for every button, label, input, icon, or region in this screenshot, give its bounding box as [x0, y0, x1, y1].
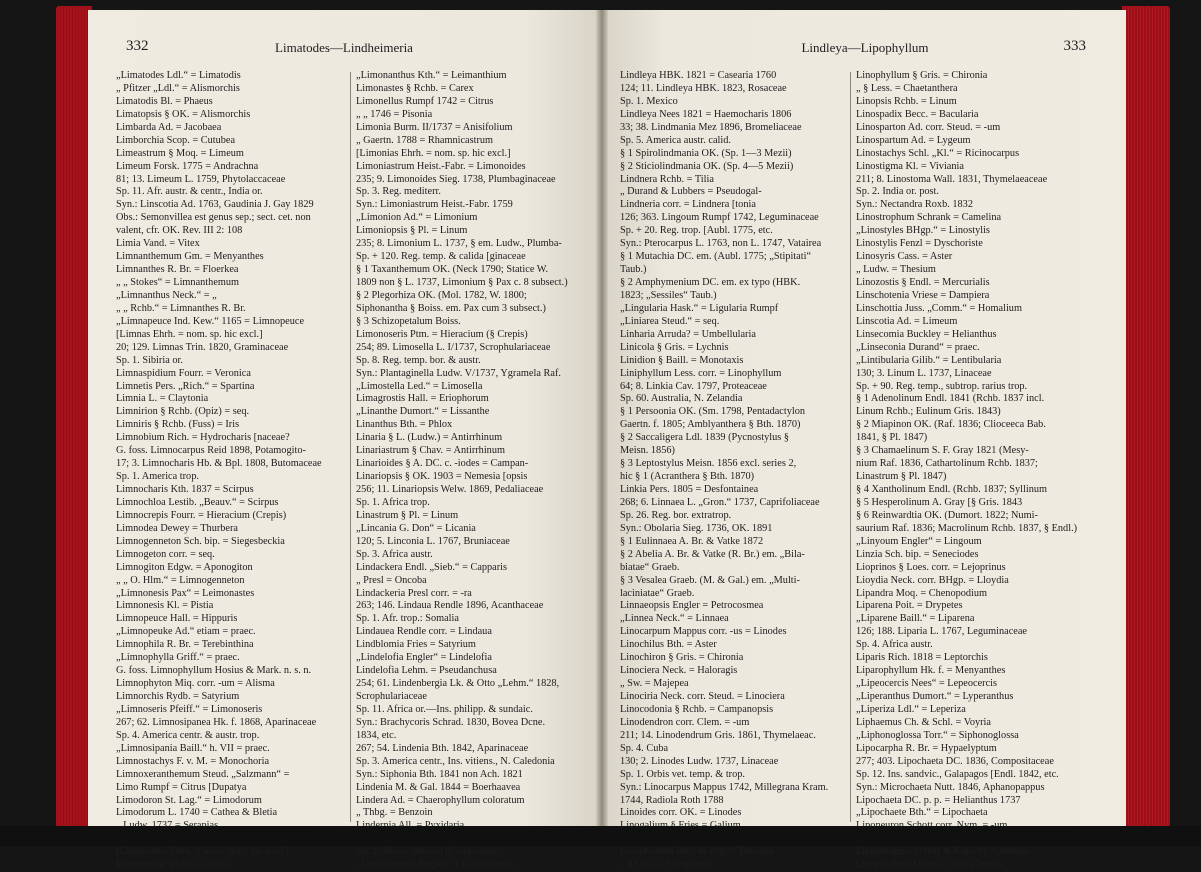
entry-line: § 1 Mutachia DC. em. (Aubl. 1775; „Stipitati“	[620, 251, 812, 263]
entry-line: 1809 non § L. 1737, Limonium § Pax c. 8 subsect.)	[356, 277, 568, 288]
entry-line: Limnodea Dewey = Thurbera	[116, 522, 238, 534]
entry-line: 277; 403. Lipochaeta DC. 1836, Compositaceae	[856, 755, 1054, 767]
entry-line: Limnogeton corr. = seq.	[116, 548, 215, 560]
entry-line: 81; 13. Limeum L. 1759, Phytolaccaceae	[116, 173, 286, 185]
entry-line: 33; 38. Lindmania Mez 1896, Bromeliaceae	[620, 121, 802, 133]
entry-line: Linociera Neck. = Haloragis	[620, 665, 738, 677]
entry-line: Sp. 2. India or. post.	[856, 186, 939, 198]
background-shadow	[0, 826, 1201, 846]
entry-line: § 2 Miapinon OK. (Raf. 1836; Clioceeca Bab.	[856, 419, 1046, 431]
entry-line: Linophyllum Bub. & Pzg. = Thesium	[620, 846, 775, 858]
entry-line: § 3 Schizopetalum Boiss.	[356, 315, 461, 327]
entry-line: § 1 Eulinnaea A. Br. & Vatke 1872	[620, 535, 764, 547]
entry-line: 120; 5. Linconia L. 1767, Bruniaceae	[356, 535, 510, 547]
entry-line: § 1 Adenolinum Endl. 1841 (Rchb. 1837 incl.	[856, 393, 1045, 405]
entry-line: Linnaeopsis Engler = Petrocosmea	[620, 600, 764, 612]
entry-line: Linostylis Fenzl = Dyschoriste	[856, 238, 983, 250]
entry-line: 20; 129. Limnas Trin. 1820, Graminaceae	[116, 341, 289, 353]
entry-line: „ „ O. Hlm.“ = Limnogenneton	[116, 574, 245, 586]
entry-line: Linochiron § Gris. = Chironia	[620, 652, 744, 664]
entry-line: nium Raf. 1836, Cathartolinum Rchb. 1837;	[856, 458, 1038, 470]
entry-line: Sp. 3. America centr., Ins. vitiens., N. Caledonia	[356, 755, 555, 767]
entry-line: Linostachys Schl. „Kl.“ = Ricinocarpus	[856, 147, 1020, 159]
entry-line: Lipocarpha R. Br. = Hypaelyptum	[856, 742, 997, 754]
entry-line: Sp. 8. Reg. temp. bor. & austr.	[356, 354, 481, 366]
entry-line: Lindleya HBK. 1821 = Casearia 1760	[620, 70, 777, 81]
entry-line: 267; 62. Limnosipanea Hk. f. 1868, Aparinaceae	[116, 716, 317, 728]
entry-line: Limonellus Rumpf 1742 = Citrus	[356, 95, 494, 107]
entry-line: Linicola § Gris. = Lychnis	[620, 341, 729, 353]
entry-line: Limnetis Pers. „Rich.“ = Spartina	[116, 380, 255, 392]
entry-line: Syn.: Microchaeta Nutt. 1846, Aphanopappus	[856, 781, 1045, 793]
entry-line: Linocodonia § Rchb. = Campanopsis	[620, 703, 774, 715]
entry-line: Sp. 11. Africa or.—Ins. philipp. & sundaic.	[356, 703, 533, 715]
entry-line: Taub.)	[620, 264, 647, 276]
entry-line: Lioydia Neck. corr. BHgp. = Lloydia	[856, 574, 1009, 586]
entry-line: „Limnapeuce Ind. Kew.“ 1165 = Limnopeuce	[116, 315, 305, 327]
entry-line: Limnirion § Rchb. (Opiz) = seq.	[116, 406, 250, 418]
entry-line: „Linostyles BHgp.“ = Linostylis	[856, 225, 990, 237]
entry-line: [Limnas Ehrh. = nom. sp. hic excl.]	[116, 328, 263, 340]
entry-line: Syn.: Pterocarpus L. 1763, non L. 1747, Vatairea	[620, 238, 822, 250]
entry-line: Limniris § Rchb. (Fuss) = Iris	[116, 419, 240, 431]
entry-line: „Lindelofia Engler“ = Lindelofia	[356, 652, 492, 664]
entry-line: Lindnera Rchb. = Tilia	[620, 173, 714, 185]
entry-line: Linzia Sch. bip. = Seneciodes	[856, 548, 979, 560]
entry-line: 211; 14. Linodendrum Gris. 1861, Thymelaeac.	[620, 729, 816, 741]
book-gutter	[596, 10, 608, 828]
entry-line: Linoides corr. OK. = Linodes	[620, 807, 742, 819]
entry-line: „Lindheimeria Engler“ = Lindheimera	[356, 859, 515, 871]
book-edge-right	[1122, 6, 1170, 828]
running-head-right: Lindleya—Lipophyllum	[801, 40, 929, 55]
entry-line: Limnobium Rich. = Hydrocharis [naceae?	[116, 432, 290, 444]
entry-line: „ § Gris. = Campanula	[620, 859, 714, 871]
entry-line: § 3 Chamaelinum S. F. Gray 1821 (Mesy-	[856, 445, 1029, 457]
entry-line: Limoniastrum Heist.-Fabr. = Limonoides	[356, 160, 526, 172]
entry-line: G. foss. Limnocarpus Reid 1898, Potamogito-	[116, 445, 306, 457]
entry-line: Limatopsis § OK. = Alismorchis	[116, 108, 251, 120]
entry-line: Limnogiton Edgw. = Aponogiton	[116, 561, 253, 573]
entry-line: „Limonanthus Kth.“ = Leimanthium	[356, 70, 507, 81]
entry-line: Limonanthe § Link = Scilla	[116, 859, 230, 871]
page-number-left: 332	[126, 38, 149, 54]
entry-line: [Limonias Ehrh. = nom. sp. hic excl.]	[356, 147, 511, 159]
entry-line: § 2 Saccaligera Ldl. 1839 (Pycnostylus §	[620, 432, 790, 444]
entry-line: Limnogenneton Sch. bip. = Siegesbeckia	[116, 535, 285, 547]
entry-line: 130; 2. Linodes Ludw. 1737, Linaceae	[620, 755, 779, 767]
entry-line: „Liniarea Steud.“ = seq.	[620, 315, 720, 327]
entry-line: „ § Less. = Chaetanthera	[856, 82, 958, 94]
entry-line: Linarioides § A. DC. c. -iodes = Campan-	[356, 458, 529, 470]
entry-line: Limeastrum § Moq. = Limeum	[116, 147, 244, 159]
entry-line: Limnochloa Lestib. „Beauv.“ = Scirpus	[116, 496, 279, 508]
entry-line: 263; 146. Lindaua Rendle 1896, Acanthaceae	[356, 600, 544, 612]
entry-line: § 1 Persoonia OK. (Sm. 1798, Pentadactylon	[620, 406, 806, 418]
entry-line: „ Sw. = Majepea	[620, 678, 689, 690]
entry-line: „ Thbg. = Benzoin	[356, 807, 433, 819]
entry-line: Lindera Ad. = Chaerophyllum coloratum	[356, 794, 525, 806]
entry-line: Linochilus Bth. = Aster	[620, 639, 717, 651]
entry-line: Sp. 26. Reg. bor. extratrop.	[620, 509, 732, 521]
entry-line: § 2 Plegorhiza OK. (Mol. 1782, W. 1800;	[356, 289, 527, 301]
entry-line: Linosparton Ad. corr. Steud. = -um	[856, 121, 1001, 133]
entry-line: „ Gaertn. 1788 = Rhamnicastrum	[356, 134, 494, 146]
entry-line: Linariastrum § Chav. = Antirrhinum	[356, 445, 505, 457]
entry-line: Linosyris Cass. = Aster	[856, 251, 953, 263]
entry-line: Linidion § Baill. = Monotaxis	[620, 354, 744, 366]
entry-line: Liparophyllum Hk. f. = Menyanthes	[856, 665, 1006, 677]
entry-line: Sp. 5. America austr. calid.	[620, 134, 731, 146]
entry-line: Sp. 2. Texas, Mexico [Compositae	[356, 846, 498, 858]
left-page-column-2	[356, 70, 588, 872]
entry-line: Sp. 3. Reg. mediterr.	[356, 186, 441, 198]
entry-line: „Linanthe Dumort.“ = Lissanthe	[356, 406, 490, 418]
entry-line: Linodendron corr. Clem. = -um	[620, 716, 750, 728]
entry-line: „Limnosipania Baill.“ h. VII = praec.	[116, 742, 270, 754]
entry-line: Limbarda Ad. = Jacobaea	[116, 121, 222, 133]
entry-line: Siphonantha § Boiss. em. Pax cum 3 subsect.)	[356, 302, 546, 314]
entry-line: „Limnopeuke Ad.“ etiam = praec.	[116, 626, 256, 638]
entry-line: Sp. 1. Sibiria or.	[116, 354, 183, 366]
entry-line: „ Durand & Lubbers = Pseudogal-	[620, 186, 762, 198]
entry-line: Syn.: Plantaginella Ludw. V/1737, Ygramela Raf.	[356, 367, 561, 379]
entry-line: Limnanthemum Gm. = Menyanthes	[116, 251, 264, 263]
entry-line: „Liparene Baill.“ = Liparena	[856, 613, 975, 625]
entry-line: Sp. 4. Africa austr.	[856, 639, 933, 651]
entry-line: Limnophila R. Br. = Terebinthina	[116, 639, 254, 651]
entry-line: „Lipochaete Bth.“ = Lipochaeta	[856, 807, 988, 819]
entry-line: § 6 Reinwardtia OK. (Dumort. 1822; Numi-	[856, 509, 1038, 521]
entry-line: § 4 Xantholinum Endl. (Rchb. 1837; Syllinum	[856, 484, 1048, 495]
entry-line: Limnia L. = Claytonia	[116, 393, 209, 405]
entry-line: Lindenia M. & Gal. 1844 = Boerhaavea	[356, 781, 521, 793]
entry-line: Sp. 1. Orbis vet. temp. & trop.	[620, 768, 745, 780]
entry-line: § 2 Sticiolindmania OK. (Sp. 4—5 Mezii)	[620, 160, 794, 172]
entry-line: 1744, Radiola Roth 1788	[620, 794, 724, 806]
entry-line: laciniatae“ Graeb.	[620, 587, 695, 599]
entry-line: Limnorchis Rydb. = Satyrium	[116, 691, 240, 702]
entry-line: „ Presl = Oncoba	[356, 574, 427, 586]
entry-line: „Liphonoglossa Torr.“ = Siphonoglossa	[856, 729, 1019, 741]
running-head-left: Limatodes—Lindheimeria	[275, 40, 413, 55]
entry-line: Limeum Forsk. 1775 = Andrachna	[116, 160, 259, 172]
entry-line: „ „ 1746 = Pisonia	[356, 108, 433, 120]
entry-line: § 2 Amphymenium DC. em. ex typo (HBK.	[620, 277, 801, 288]
entry-line: G. foss. Limnophyllum Hosius & Mark. n. s. n.	[116, 665, 312, 677]
entry-line: Linscotia Ad. = Limeum	[856, 315, 958, 327]
entry-line: Lipophyllum Miers = Clusia [nema	[856, 859, 1002, 871]
entry-line: § 3 Leptostylus Meisn. 1856 excl. series 2,	[620, 458, 797, 470]
entry-line: Liparis Rich. 1818 = Leptorchis	[856, 652, 988, 664]
entry-line: Linum Rchb.; Eulinum Gris. 1843)	[856, 406, 1001, 418]
right-page-column-1	[620, 70, 848, 872]
entry-line: „Lipeocercis Nees“ = Lepeocercis	[856, 678, 998, 690]
entry-line: Lindackeria Presl corr. = -ra	[356, 587, 472, 599]
entry-line: valent, cfr. OK. Rev. III 2: 108	[116, 225, 243, 237]
entry-line: § 5 Hesperolinum A. Gray [§ Gris. 1843	[856, 496, 1023, 508]
entry-line: Gaertn. f. 1805; Amblyanthera § Bth. 1870)	[620, 419, 801, 431]
entry-line: „Linyoum Engler“ = Lingoum	[856, 535, 982, 547]
entry-line: „Limnonesis Pax“ = Leimonastes	[116, 587, 255, 599]
entry-line: Limodoron St. Lag.“ = Limodorum	[116, 794, 262, 806]
entry-line: Lipophragma Schott & Kotschy = Aethio-	[856, 846, 1030, 858]
entry-line: „Linnea Neck.“ = Linnaea	[620, 613, 729, 625]
entry-line: „ Pfitzer „Ldl.“ = Alismorchis	[116, 82, 240, 94]
entry-line: Liphaemus Ch. & Schl. = Voyria	[856, 716, 991, 728]
entry-line: Linospartum Ad. = Lygeum	[856, 134, 971, 146]
entry-line: Limonia Burm. II/1737 = Anisifolium	[356, 121, 513, 133]
entry-line: „Lintibularia Gilib.“ = Lentibularia	[856, 354, 1002, 366]
entry-line: biatae“ Graeb.	[620, 561, 680, 573]
entry-line: Liparena Poit. = Drypetes	[856, 600, 963, 612]
entry-line: Sp. 3. Africa austr.	[356, 548, 433, 560]
entry-line: Sp. + 120. Reg. temp. & calida [ginaceae	[356, 251, 526, 263]
entry-line: Sp. 1. Afr. trop.: Somalia	[356, 613, 459, 625]
entry-line: Lindneria corr. = Lindnera [tonia	[620, 199, 756, 211]
entry-line: Limatodis Bl. = Phaeus	[116, 95, 213, 107]
entry-line: „Limnophylla Griff.“ = praec.	[116, 652, 240, 664]
entry-line: Limagrostis Hall. = Eriophorum	[356, 393, 489, 405]
entry-line: „Linseconia Durand“ = praec.	[856, 341, 980, 353]
entry-line: Syn.: Obolaria Sieg. 1736, OK. 1891	[620, 522, 773, 534]
entry-line: Lindelofia Lehm. = Pseudanchusa	[356, 665, 497, 677]
entry-line: 268; 6. Linnaea L. „Gron.“ 1737, Caprifoliaceae	[620, 496, 820, 508]
entry-line: 267; 54. Lindenia Bth. 1842, Aparinaceae	[356, 742, 529, 754]
entry-line: saurium Raf. 1836; Macrolinum Rchb. 1837, § Endl.)	[856, 522, 1078, 534]
entry-line: Limnaspidium Fourr. = Veronica	[116, 367, 251, 379]
entry-line: Linkia Pers. 1805 = Desfontainea	[620, 484, 759, 495]
entry-line: Linopsis Rchb. = Linum	[856, 95, 957, 107]
entry-line: Syn.: Linscotia Ad. 1763, Gaudinia J. Gay 1829	[116, 199, 314, 211]
entry-line: Lindauea Rendle corr. = Lindaua	[356, 626, 492, 638]
entry-line: Syn.: Brachycoris Schrad. 1830, Bovea Dcne.	[356, 716, 546, 728]
entry-line: 235; 9. Limonoides Sieg. 1738, Plumbaginaceae	[356, 173, 556, 185]
entry-line: „ „ Stokes“ = Limnanthemum	[116, 277, 240, 288]
entry-line: Sp. 1. America trop.	[116, 471, 199, 483]
entry-line: Limnocrepis Fourr. = Hieracium (Crepis)	[116, 509, 287, 521]
entry-line: 256; 11. Linariopsis Welw. 1869, Pedaliaceae	[356, 484, 544, 495]
entry-line: Linastrum § Pl. 1847)	[856, 471, 947, 483]
entry-line: „Limatodes Ldl.“ = Limatodis	[116, 70, 241, 81]
entry-line: Linaria § L. (Ludw.) = Antirrhinum	[356, 432, 503, 444]
entry-line: Linastrum § Pl. = Linum	[356, 509, 459, 521]
entry-line: Sp. + 90. Reg. temp., subtrop. rarius trop.	[856, 380, 1028, 392]
entry-line: Lipochaeta DC. p. p. = Helianthus 1737	[856, 794, 1021, 806]
entry-line: Lioprinos § Loes. corr. = Lejoprinus	[856, 561, 1006, 573]
entry-line: Syn.: Limoniastrum Heist.-Fabr. 1759	[356, 199, 513, 211]
entry-line: Linanthus Bth. = Phlox	[356, 419, 453, 431]
entry-line: Linociria Neck. corr. Steud. = Linociera	[620, 691, 785, 702]
entry-line: § 2 Abelia A. Br. & Vatke (R. Br.) em. „Bila-	[620, 548, 805, 560]
entry-line: Sp. 60. Australia, N. Zelandia	[620, 393, 743, 405]
entry-line: § 1 Taxanthemum OK. (Neck 1790; Statice W.	[356, 264, 549, 276]
entry-line: „Limnanthus Neck.“ = „	[116, 289, 217, 301]
entry-line: Linschotenia Vriese = Dampiera	[856, 289, 990, 301]
entry-line: Limnostachys F. v. M. = Monochoria	[116, 755, 270, 767]
entry-line: „Limostella Led.“ = Limosella	[356, 380, 483, 392]
entry-line: Linocarpum Mappus corr. -us = Linodes	[620, 626, 787, 638]
entry-line: „ Ludw. = Thesium	[856, 264, 936, 276]
entry-line: 124; 11. Lindleya HBK. 1823, Rosaceae	[620, 82, 787, 94]
entry-line: Limnophyton Miq. corr. -um = Alisma	[116, 678, 275, 690]
entry-line: „Limnoseris Pfeiff.“ = Limonoseris	[116, 703, 263, 715]
entry-line: „Liperanthus Dumort.“ = Lyperanthus	[856, 691, 1014, 702]
entry-line: Limo Rumpf = Citrus [Dupatya	[116, 781, 247, 793]
entry-line: 235; 8. Limonium L. 1737, § em. Ludw., Plumba-	[356, 238, 562, 250]
book-edge-left	[56, 6, 92, 828]
entry-line: Syn.: Nectandra Roxb. 1832	[856, 199, 973, 211]
entry-line: Linariopsis § OK. 1903 = Nemesia [opsis	[356, 471, 528, 483]
entry-line: 130; 3. Linum L. 1737, Linaceae	[856, 367, 992, 379]
entry-line: 254; 89. Limosella L. I/1737, Scrophulariaceae	[356, 341, 551, 353]
entry-line: § 1 Spirolindmania OK. (Sp. 1—3 Mezii)	[620, 147, 792, 159]
entry-line: Linospadix Becc. = Bacularia	[856, 108, 979, 120]
entry-line: 211; 8. Linostoma Wall. 1831, Thymelaeaceae	[856, 173, 1048, 185]
entry-line: „Lincania G. Don“ = Licania	[356, 522, 476, 534]
entry-line: „ „ Rchb.“ = Limnanthes R. Br.	[116, 302, 246, 314]
right-page-column-2	[856, 70, 1094, 872]
entry-line: 64; 8. Linkia Cav. 1797, Proteaceae	[620, 380, 767, 392]
right-page	[604, 10, 1126, 871]
entry-line: Lindblomia Fries = Satyrium	[356, 639, 476, 651]
entry-line: 17; 3. Limnocharis Hb. & Bpl. 1808, Butomaceae	[116, 458, 322, 470]
entry-line: Limnocharis Kth. 1837 = Scirpus	[116, 484, 254, 495]
column-divider	[850, 72, 851, 822]
entry-line: „Limonion Ad.“ = Limonium	[356, 212, 478, 224]
entry-line: Syn.: Siphonia Bth. 1841 non Ach. 1821	[356, 768, 523, 780]
entry-line: Limnoxeranthemum Steud. „Salzmann“ =	[116, 768, 290, 780]
entry-line: Linostrophum Schrank = Camelina	[856, 212, 1002, 224]
entry-line: Linsecomia Buckley = Helianthus	[856, 328, 997, 340]
entry-line: Linschottia Juss. „Comm.“ = Homalium	[856, 302, 1022, 314]
entry-line: Sp. 1. Africa trop.	[356, 496, 430, 508]
entry-line: Limia Vand. = Vitex	[116, 238, 200, 250]
entry-line: 126; 188. Liparia L. 1767, Leguminaceae	[856, 626, 1027, 638]
entry-line: Limnopeuce Hall. = Hippuris	[116, 613, 238, 625]
entry-line: Limborchia Scop. = Cutubea	[116, 134, 236, 146]
entry-line: Limnonesis Kl. = Pistia	[116, 600, 214, 612]
entry-line: Linozostis § Endl. = Mercurialis	[856, 277, 990, 288]
entry-line: 1841, § Pl. 1847)	[856, 432, 928, 444]
entry-line: Limoniopsis § Pl. = Linum	[356, 225, 468, 237]
entry-line: Sp. 4. America centr. & austr. trop.	[116, 729, 260, 741]
entry-line: Linharia Arruda? = Umbellularia	[620, 328, 756, 340]
entry-line: 254; 61. Lindenbergia Lk. & Otto „Lehm.“ 1828,	[356, 678, 560, 690]
entry-line: Linophyllum § Gris. = Chironia	[856, 70, 988, 81]
entry-line: 1834, etc.	[356, 729, 397, 741]
entry-line: hic § 1 (Acranthera § Bth. 1870)	[620, 471, 755, 483]
column-divider	[350, 72, 351, 822]
entry-line: 1823; „Sessiles“ Taub.)	[620, 289, 717, 301]
entry-line: Meisn. 1856)	[620, 445, 675, 457]
entry-line: Limnanthes R. Br. = Floerkea	[116, 264, 239, 276]
entry-line: Lindackera Endl. „Sieb.“ = Capparis	[356, 561, 508, 573]
entry-line: „Lingularia Hask.“ = Ligularia Rumpf	[620, 302, 779, 314]
entry-line: Limonoseris Ptm. = Hieracium (§ Crepis)	[356, 328, 528, 340]
entry-line: 126; 363. Lingoum Rumpf 1742, Leguminaceae	[620, 212, 819, 224]
entry-line: Sp. 4. Cuba	[620, 742, 669, 754]
entry-line: Lipandra Moq. = Chenopodium	[856, 587, 988, 599]
entry-line: Linostigma Kl. = Viviania	[856, 160, 964, 172]
entry-line: „Liperiza Ldl.“ = Leperiza	[856, 703, 966, 715]
entry-line: Lindleya Nees 1821 = Haemocharis 1806	[620, 108, 792, 120]
entry-line: Limodorum L. 1740 = Cathea & Bletia	[116, 807, 278, 819]
entry-line: Sp. + 20. Reg. trop. [Aubl. 1775, etc.	[620, 225, 773, 237]
entry-line: Syn.: Linocarpus Mappus 1742, Millegrana Kram.	[620, 781, 829, 793]
entry-line: Liniphyllum Less. corr. = Linophyllum	[620, 367, 782, 379]
entry-line: Scrophulariaceae	[356, 691, 427, 702]
entry-line: Obs.: Semonvillea est genus sep.; sect. cet. non	[116, 212, 311, 224]
left-page	[88, 10, 600, 871]
page-number-right: 333	[1063, 38, 1086, 54]
entry-line: [Limonaetes Ehrh. = nom. spec. hic excl.]	[116, 846, 289, 858]
entry-line: Sp. 1. Mexico	[620, 95, 678, 107]
left-page-column-1	[116, 70, 346, 872]
entry-line: Sp. 11. Afr. austr. & centr., India or.	[116, 186, 263, 198]
entry-line: § 3 Vesalea Graeb. (M. & Gal.) em. „Multi-	[620, 574, 800, 586]
entry-line: Sp. 12. Ins. sandvic., Galapagos [Endl. 1842, etc.	[856, 768, 1059, 780]
entry-line: Limonastes § Rchb. = Carex	[356, 82, 474, 94]
